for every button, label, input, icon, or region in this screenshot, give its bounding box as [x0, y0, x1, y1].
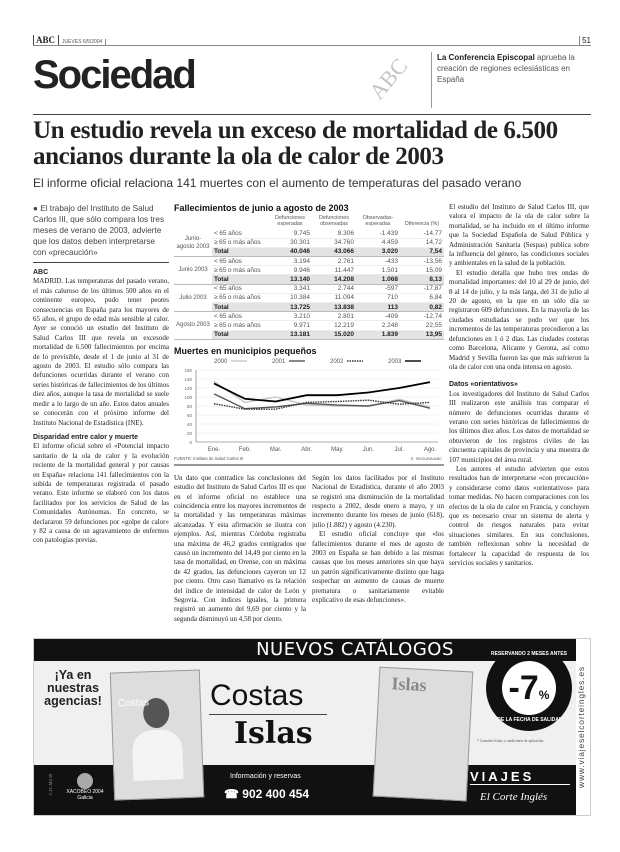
- middle-column: [174, 203, 444, 624]
- teaser-text: aprueba la creación de regiones eclesiásticas en España: [437, 53, 575, 84]
- table-row: [174, 321, 444, 330]
- page-number: 51: [579, 36, 591, 45]
- column-1: [33, 203, 169, 546]
- chart-source: FUENTE: Instituto de Salud Carlos III: [174, 455, 244, 461]
- legend-label: 2000: [214, 358, 228, 365]
- y-tick-label: 40: [186, 421, 192, 427]
- corte-ingles-logo: El Corte Inglés: [480, 791, 548, 804]
- catalog-cover-costas: [110, 670, 204, 801]
- page-header: [33, 34, 591, 46]
- paragraph: El informe oficial sobre el «Potencial impacto sanitario de la ola de calor y la evolución reciente de la mortalidad general y por causas en España» relaciona 141 fallecimientos con la subida de temperaturas registrada el pasado verano. Este informe se elaboró con los datos facilitados por los servicios de Salud de las Comunidades Autónomas. En concreto, se declararon 59 defunciones por «golpe de calor» y 82 a causa de un agravamiento de enfermos con patologías previas.: [33, 442, 169, 545]
- legend-label: 2001: [272, 358, 286, 365]
- table-cell: 3.194: [268, 257, 312, 266]
- row-label: < 65 años: [212, 257, 268, 266]
- table-cell: 8.306: [312, 229, 356, 238]
- table-cell: -409: [356, 312, 400, 321]
- byline: ABC: [33, 269, 49, 276]
- table-cell: 14.208: [312, 275, 356, 284]
- table-cell: 43.066: [312, 247, 356, 256]
- table-row: [174, 266, 444, 275]
- table-cell: -17,87: [400, 284, 444, 293]
- ad-tagline: ¡Ya en nuestras agencias!: [44, 668, 102, 709]
- table-cell: 14,72: [400, 238, 444, 247]
- table-row: [174, 229, 444, 238]
- ad-islas: Islas: [234, 716, 313, 752]
- xacobeo-logo: [62, 773, 108, 801]
- paper-name: ABC: [33, 35, 59, 45]
- legend-label: 2003: [388, 358, 402, 365]
- x-tick-label: Jul.: [394, 446, 404, 453]
- column-3: [312, 474, 444, 625]
- table-cell: 6,84: [400, 293, 444, 302]
- paragraph: MADRID. Las temperaturas del pasado verano, el más caluroso de los últimos 500 años en el continente europeo, pudo tener peores consecuencias en España para los mayores de 65 años, el grupo de edad más sensible al calor. Ayer se conoció un estudio del Instituto de Salud Carlos III que revela un excesode mortalidad de 6.500 fallecimientos por encima de lo previsible, desde el 1 de junio al 31 de agosto de 2003. El estudio sólo compara las defunciones ocurridas durante el verano con series históricas de fallecimientos de los últimos diez años, aunque la tasa de mortalidad se suele medir a lo largo de un año. Estos datos anuales se conocerán con el próximo informe del Instituto Nacional de Estadística (INE).: [33, 277, 169, 427]
- table-row: [174, 284, 444, 293]
- group-label: Agosto 2003: [174, 312, 212, 340]
- table-cell: 11.447: [312, 266, 356, 275]
- discount-pct: %: [538, 688, 550, 703]
- cover-title: Costas: [117, 697, 150, 710]
- table-cell: 34.760: [312, 238, 356, 247]
- col-header: Diferencia (%): [404, 221, 440, 227]
- row-label: ≥ 65 o más años: [212, 321, 268, 330]
- teaser-bold: La Conferencia Episcopal: [437, 53, 535, 62]
- subheading: Disparidad entre calor y muerte: [33, 433, 139, 441]
- row-label: ≥ 65 o más años: [212, 293, 268, 302]
- table-cell: 710: [356, 293, 400, 302]
- y-tick-label: 80: [186, 403, 192, 409]
- table-cell: 2.761: [312, 257, 356, 266]
- x-tick-label: Ene.: [207, 446, 221, 453]
- ad-costas: Costas: [210, 679, 304, 713]
- table-cell: 13.140: [268, 275, 312, 284]
- table-cell: 2.744: [312, 284, 356, 293]
- table-title: Fallecimientos de junio a agosto de 2003: [174, 203, 349, 213]
- table-row: [174, 330, 444, 339]
- chart-box: [174, 346, 444, 466]
- y-tick-label: 60: [186, 412, 192, 418]
- table-row: [174, 238, 444, 247]
- table-cell: 13,95: [400, 330, 444, 339]
- table-cell: 9.745: [268, 229, 312, 238]
- abc-watermark: [233, 52, 431, 105]
- x-tick-label: Mar.: [269, 446, 282, 453]
- col-header: Observadas-esperadas: [362, 215, 394, 227]
- badge-bottom-text: DE LA FECHA DE SALIDA*: [497, 717, 561, 724]
- column-1-text: [33, 268, 169, 546]
- subheadline: El informe oficial relaciona 141 muertes con el aumento de temperaturas del pasado verano: [33, 176, 522, 190]
- table-cell: -433: [356, 257, 400, 266]
- table-cell: -13,56: [400, 257, 444, 266]
- col-header: Defunciones esperadas: [275, 215, 305, 227]
- deaths-table-box: [174, 203, 444, 340]
- table-cell: 0,82: [400, 303, 444, 312]
- row-label: Total: [212, 247, 268, 256]
- table-cell: 30.301: [268, 238, 312, 247]
- headline: Un estudio revela un exceso de mortalidad de 6.500 ancianos durante la ola de calor de 2003: [33, 117, 558, 170]
- table-cell: 12.219: [312, 321, 356, 330]
- row-label: < 65 años: [212, 312, 268, 321]
- x-tick-label: May.: [331, 446, 344, 453]
- viajes-logo: VIAJES: [470, 769, 570, 785]
- col-header: Defunciones observadas: [319, 215, 349, 227]
- paragraph: El estudio detalla que hubo tres ondas de mortalidad importantes: del 10 al 29 de junio, del 8 al 14 de julio, y la más larga, del 31 de julio al 20 de agosto, en la que en un sólo día se registraron 609 defunciones. En la mayoría de las ciudades estudiadas se pudo ver que los incrementos de las temperaturas precedieron a las defunciones en 1 ó 2 días. Las ciudades costeras como Barcelona, Alicante y Gerona, así como Madrid y Sevilla fueron las que más sufrieron la ola de calor con una onda intensa en agosto.: [449, 268, 589, 371]
- row-label: < 65 años: [212, 284, 268, 293]
- chart-title: Muertes en municipios pequeños: [174, 345, 317, 356]
- table-cell: 8,13: [400, 275, 444, 284]
- group-label: Junio 2003: [174, 257, 212, 285]
- paragraph: Los investigadores del Instituto de Salud Carlos III realizaron este análisis tras comparar el número de defunciones ocurridas durante el verano con series históricas de fallecimientos de los últimos diez años. Los datos de mortalidad se obtuvieron de los registros civiles de las cincuenta capitales de provincia y una muestra de 107 municipios del área rural.: [449, 389, 589, 464]
- table-cell: 40.046: [268, 247, 312, 256]
- x-tick-label: Ago.: [423, 446, 437, 453]
- table-cell: 13.181: [268, 330, 312, 339]
- table-cell: 3.210: [268, 312, 312, 321]
- lead-text: El trabajo del Instituto de Salud Carlos III, que sólo compara los tres meses de verano de 2003, advierte que los datos deben interpretarse con «precaución»: [33, 204, 165, 257]
- y-tick-label: 100: [184, 394, 192, 400]
- legend-label: 2002: [330, 358, 344, 365]
- paragraph: Un dato que contradice las conclusiones del estudio del Instituto de Salud Carlos III es que en el informe oficial no establece una coincidencia entre los mayores incrementos de la mortalidad y las temperaturas máximas alcanzadas. Y esta afirmación se ilustra con ejemplos. Así, mientras Córdoba registraba una máxima de 46,2 grados centígrados que causó un incremento del 14,49 por ciento en la tasa de mortalidad, en Orense, con un máxima de 42 grados, las defunciones cayeron un 12 por ciento. Otro caso llamativo es la relación del índice de intensidad de calor de León y Segovia. Con índices iguales, la primera registró un aumento del 9,69 por ciento y la segunda disminuyó un 4,58 por ciento.: [174, 473, 306, 623]
- paragraph: Según los datos facilitados por el Instituto Nacional de Estadística, durante el año 2003 se registró una disminución de la mortalidad respecto a 2002, desde enero a mayo, y un incremento durante los meses de junio (618), julio (1.882) y agosto (4.230).: [312, 473, 444, 529]
- y-tick-label: 160: [184, 367, 192, 373]
- chart-credit: E. SEGURA/ABC: [410, 455, 442, 461]
- table-cell: 15,09: [400, 266, 444, 275]
- table-row: [174, 303, 444, 312]
- y-tick-label: 0: [189, 439, 192, 445]
- ad-phone[interactable]: ☎ 902 400 454: [224, 787, 310, 802]
- table-cell: 15.020: [312, 330, 356, 339]
- cover-title: Islas: [391, 673, 428, 696]
- table-cell: 3.020: [356, 247, 400, 256]
- watermark-text: ABC: [363, 53, 413, 105]
- catalog-cover-islas: [373, 667, 474, 802]
- ad-url[interactable]: www.viajeselcorteingles.es: [576, 639, 591, 815]
- deaths-table: [174, 215, 444, 340]
- table-cell: 113: [356, 303, 400, 312]
- advertisement[interactable]: [33, 638, 591, 816]
- section-row: [33, 46, 591, 115]
- subheading: Datos «orientativos»: [449, 381, 518, 389]
- table-cell: 1.501: [356, 266, 400, 275]
- row-label: Total: [212, 275, 268, 284]
- table-row: [174, 257, 444, 266]
- y-tick-label: 20: [186, 430, 192, 436]
- y-tick-label: 140: [184, 376, 192, 382]
- x-tick-label: Feb.: [238, 446, 251, 453]
- section-title: Sociedad: [33, 53, 195, 97]
- table-cell: 7,54: [400, 247, 444, 256]
- table-cell: 9.946: [268, 266, 312, 275]
- paragraph: El estudio oficial concluye que «los fallecimientos durante el mes de agosto de 2003 en España se han debido a las mismas causas que los meses anteriores sin que haya un patrón significativamente distinto que haga sospechar un aumento de causas de muerte prematura o sanitariamente evitable explicativo de esas defunciones».: [312, 530, 444, 605]
- table-cell: -597: [356, 284, 400, 293]
- table-cell: 3.341: [268, 284, 312, 293]
- row-label: ≥ 65 o más años: [212, 238, 268, 247]
- paragraph: Los autores el estudio advierten que estos resultados han de interpretarse «con precaución» y considerarse como datos «orientativos» para tomar medidas. No hacen comparaciones con los efectos de la ola de calor en Francia, y concluyen que es necesario crear un sistema de alerta y control de riesgos naturales para evitar situaciones similares. En sus conclusiones, también reflexionan sobre la necesidad de fortalecer la capacidad de respuesta de los servicios sociales y sanitarios.: [449, 464, 589, 568]
- table-cell: -14,77: [400, 229, 444, 238]
- column-2: [174, 474, 306, 625]
- series-line-2003: [214, 382, 430, 401]
- ad-code: C.I.C.MA 59: [48, 774, 53, 796]
- row-label: Total: [212, 303, 268, 312]
- table-cell: -12,74: [400, 312, 444, 321]
- table-cell: -1.439: [356, 229, 400, 238]
- table-cell: 11.094: [312, 293, 356, 302]
- x-tick-label: Abr.: [301, 446, 312, 453]
- table-cell: 4.459: [356, 238, 400, 247]
- ad-info: Información y reservas: [230, 773, 301, 781]
- row-label: < 65 años: [212, 229, 268, 238]
- badge-top-text: RESERVANDO 2 MESES ANTES: [490, 651, 568, 658]
- table-cell: 13.725: [268, 303, 312, 312]
- table-cell: 22,55: [400, 321, 444, 330]
- discount-value: -7: [508, 669, 539, 708]
- ad-banner: NUEVOS CATÁLOGOS: [34, 639, 576, 661]
- series-line-2000: [214, 381, 430, 407]
- group-label: Julio 2003: [174, 284, 212, 312]
- table-row: [174, 275, 444, 284]
- discount-badge: [486, 645, 572, 731]
- table-cell: 1.068: [356, 275, 400, 284]
- y-tick-label: 120: [184, 385, 192, 391]
- table-cell: 13.838: [312, 303, 356, 312]
- table-row: [174, 293, 444, 302]
- table-cell: 10.384: [268, 293, 312, 302]
- middle-text-columns: [174, 474, 444, 625]
- paragraph: El estudio del Instituto de Salud Carlos III, que valora el impacto de la ola de calor sobre la mortalidad, se ha incluido en el último informe que la Sociedad Española de Salud Pública y Administración Sanitaria (Sespas) publica sobre la influencia del género, las condiciones sociales y ambientales en la salud de la población.: [449, 203, 589, 268]
- line-chart: [174, 356, 444, 464]
- table-cell: 2.248: [356, 321, 400, 330]
- article-body: [33, 203, 591, 624]
- table-row: [174, 312, 444, 321]
- group-label: Junio-agosto 2003: [174, 229, 212, 257]
- issue-date: JUEVES 6/5/2004: [59, 39, 106, 45]
- table-cell: 9.971: [268, 321, 312, 330]
- row-label: ≥ 65 o más años: [212, 266, 268, 275]
- table-row: [174, 247, 444, 256]
- teaser-link[interactable]: [431, 52, 591, 108]
- table-cell: 1.839: [356, 330, 400, 339]
- x-tick-label: Jun.: [362, 446, 374, 453]
- lead-summary: ● El trabajo del Instituto de Salud Carlos III, que sólo compara los tres meses de verano de 2003, advierte que los datos deben interpretarse con «precaución»: [33, 203, 169, 263]
- table-cell: 2.801: [312, 312, 356, 321]
- row-label: Total: [212, 330, 268, 339]
- ad-disclaimer: * Consulte fechas y condiciones de aplicación.: [477, 739, 545, 744]
- xacobeo-text: XACOBEO 2004 Galicia: [66, 789, 104, 802]
- column-4: [449, 203, 589, 568]
